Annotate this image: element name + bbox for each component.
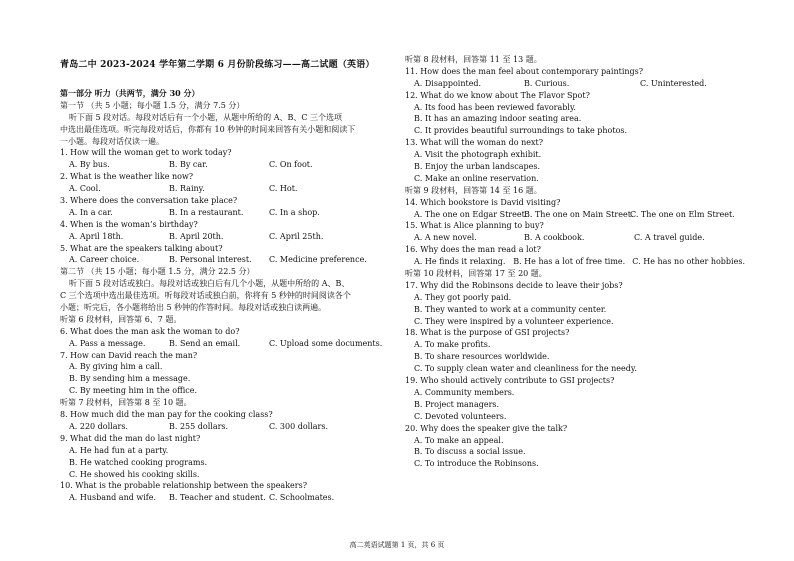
option-a: A. By giving him a call.: [69, 362, 163, 372]
option-c: C. Devoted volunteers.: [414, 411, 507, 421]
option-c: C. April 25th.: [269, 231, 324, 241]
question-15: 15. What is Alice planning to buy?: [405, 221, 544, 231]
question-8-options: [60, 421, 390, 433]
option-c: C. In a shop.: [269, 207, 320, 217]
option-c: C. He showed his cooking skills.: [69, 469, 200, 479]
option-b: B. By sending him a message.: [69, 374, 191, 384]
material-10-note: 听第 10 段材料，回答第 17 至 20 题。: [405, 269, 547, 279]
option-a: A. The one on Edgar Street.: [414, 209, 528, 219]
question-12-options: [405, 102, 745, 138]
material-8-note: 听第 8 段材料，回答第 11 至 13 题。: [405, 55, 542, 64]
section2-instruction: 小题；听完后，各小题将给出 5 秒钟的作答时间。每段对话或独白读两遍。: [60, 303, 327, 313]
question-2: 2. What is the weather like now?: [60, 172, 194, 182]
option-c: C. Medicine preference.: [269, 255, 367, 265]
option-b: B. In a restaurant.: [169, 207, 244, 217]
option-a: A. By bus.: [69, 160, 110, 170]
question-10: 10. What is the probable relationship between the speakers?: [60, 481, 307, 491]
question-12: 12. What do we know about The Flavor Spot?: [405, 90, 590, 100]
option-a: A. To make profits.: [414, 340, 491, 350]
option-c: C. Uninterested.: [640, 78, 707, 88]
question-13-options: [405, 149, 745, 185]
option-b: B. Project managers.: [414, 399, 500, 409]
option-b: B. He has a lot of free time.: [513, 257, 626, 267]
question-9-options: [60, 445, 390, 481]
question-14: 14. Which bookstore is David visiting?: [405, 197, 561, 207]
question-3-options: [60, 207, 390, 219]
option-a: A. Community members.: [414, 387, 515, 397]
section2-instruction: 听下面 5 段对话或独白。每段对话或独白后有几个小题，从题中所给的 A、B、: [69, 279, 350, 289]
section1-instruction: 听下面 5 段对话。每段对话后有一个小题，从题中所给的 A、B、C 三个选项: [69, 112, 343, 122]
option-a: A. A new novel.: [414, 233, 477, 243]
option-b: B. Enjoy the urban landscapes.: [414, 162, 540, 172]
option-b: B. Rainy.: [169, 184, 205, 194]
question-5: 5. What are the speakers talking about?: [60, 243, 223, 253]
option-c: C. By meeting him in the office.: [69, 386, 198, 396]
option-b: B. Personal interest.: [169, 255, 252, 265]
option-c: C. They were inspired by a volunteer experience.: [414, 316, 614, 326]
option-a: A. He had fun at a party.: [69, 445, 169, 455]
section2-instruction: C 三个选项中选出最佳选项。听每段对话或独白前，你将有 5 秒钟的时间阅读各个: [60, 291, 351, 301]
question-16-options: [405, 256, 745, 268]
part1-heading: 第一部分 听力（共两节，满分 30 分）: [60, 88, 200, 98]
option-b: B. To share resources worldwide.: [414, 352, 550, 362]
section2-heading: 第二节 （共 15 小题；每小题 1.5 分，满分 22.5 分）: [60, 267, 255, 277]
question-6-options: [60, 338, 390, 350]
question-1-options: [60, 159, 390, 171]
question-4: 4. When is the woman’s birthday?: [60, 219, 198, 229]
question-5-options: [60, 254, 390, 266]
option-c: C. To supply clean water and cleanliness for the needy.: [414, 364, 637, 374]
option-a: A. Disappointed.: [414, 78, 482, 88]
option-a: A. Pass a message.: [69, 338, 146, 348]
option-c: C. A travel guide.: [634, 233, 705, 243]
question-17: 17. Why did the Robinsons decide to leave their jobs?: [405, 280, 623, 290]
option-b: B. To discuss a social issue.: [414, 447, 526, 457]
question-1: 1. How will the woman get to work today?: [60, 148, 232, 158]
question-14-options: [405, 209, 745, 221]
option-a: A. They got poorly paid.: [414, 292, 512, 302]
section1-instruction: 中选出最佳选项。听完每段对话后，你都有 10 秒钟的时间来回答有关小题和阅读下: [60, 124, 356, 134]
option-b: B. 255 dollars.: [169, 421, 229, 431]
question-19-options: [405, 387, 745, 423]
option-c: C. To introduce the Robinsons.: [414, 459, 539, 469]
section1-heading: 第一节 （共 5 小题；每小题 1.5 分，满分 7.5 分）: [60, 100, 245, 110]
option-b: B. They wanted to work at a community center.: [414, 304, 607, 314]
option-a: A. Husband and wife.: [69, 493, 157, 503]
option-a: A. He finds it relaxing.: [414, 257, 506, 267]
option-b: B. By car.: [169, 160, 208, 170]
question-15-options: [405, 232, 745, 244]
left-column: [60, 88, 390, 504]
option-c: C. On foot.: [269, 160, 313, 170]
option-b: B. April 20th.: [169, 231, 224, 241]
option-c: C. Hot.: [269, 184, 298, 194]
option-a: A. 220 dollars.: [69, 421, 128, 431]
question-18: 18. What is the purpose of GSI projects?: [405, 328, 570, 338]
question-4-options: [60, 231, 390, 243]
page-footer: 高二英语试题第 1 页，共 6 页: [349, 541, 445, 549]
option-b: B. It has an amazing indoor seating area.: [414, 114, 582, 124]
section1-instruction: 一小题。每段对话仅读一遍。: [60, 136, 164, 146]
question-11: 11. How does the man feel about contemporary paintings?: [405, 66, 644, 76]
question-10-options: [60, 492, 390, 504]
question-11-options: [405, 78, 745, 90]
option-a: A. In a car.: [69, 207, 113, 217]
option-b: B. Curious.: [524, 78, 570, 88]
option-b: B. Send an email.: [169, 338, 241, 348]
option-a: A. To make an appeal.: [414, 435, 504, 445]
material-9-note: 听第 9 段材料，回答第 14 至 16 题。: [405, 185, 542, 195]
question-17-options: [405, 292, 745, 328]
option-a: A. Cool.: [69, 184, 101, 194]
question-7-options: [60, 361, 390, 397]
question-8: 8. How much did the man pay for the cooking class?: [60, 410, 273, 420]
option-a: A. April 18th.: [69, 231, 124, 241]
question-18-options: [405, 339, 745, 375]
question-7: 7. How can David reach the man?: [60, 350, 198, 360]
question-2-options: [60, 183, 390, 195]
option-b: B. A cookbook.: [524, 233, 585, 243]
material-7-note: 听第 7 段材料，回答第 8 至 10 题。: [60, 398, 192, 408]
option-c: C. He has no other hobbies.: [632, 257, 745, 267]
exam-title: 青岛二中 2023-2024 学年第二学期 6 月份阶段练习——高二试题（英语）: [60, 60, 375, 70]
question-16: 16. Why does the man read a lot?: [405, 245, 541, 255]
option-c: C. Schoolmates.: [269, 493, 335, 503]
option-c: C. It provides beautiful surroundings to take photos.: [414, 126, 628, 136]
question-6: 6. What does the man ask the woman to do?: [60, 326, 240, 336]
option-c: C. The one on Elm Street.: [630, 209, 735, 219]
right-column: [405, 54, 745, 470]
question-13: 13. What will the woman do next?: [405, 138, 543, 148]
question-19: 19. Who should actively contribute to GSI projects?: [405, 376, 615, 386]
option-b: B. He watched cooking programs.: [69, 457, 208, 467]
option-c: C. Upload some documents.: [269, 338, 383, 348]
option-a: A. Career choice.: [69, 255, 140, 265]
question-20-options: [405, 435, 745, 471]
question-9: 9. What did the man do last night?: [60, 433, 201, 443]
option-a: A. Visit the photograph exhibit.: [414, 150, 542, 160]
option-a: A. Its food has been reviewed favorably.: [414, 102, 576, 112]
option-b: B. The one on Main Street.: [524, 209, 634, 219]
option-b: B. Teacher and student.: [169, 493, 266, 503]
question-3: 3. Where does the conversation take place?: [60, 196, 238, 206]
material-6-note: 听第 6 段材料，回答第 6、7 题。: [60, 314, 182, 324]
question-20: 20. Why does the speaker give the talk?: [405, 423, 568, 433]
option-c: C. Make an online reservation.: [414, 173, 539, 183]
option-c: C. 300 dollars.: [269, 421, 329, 431]
